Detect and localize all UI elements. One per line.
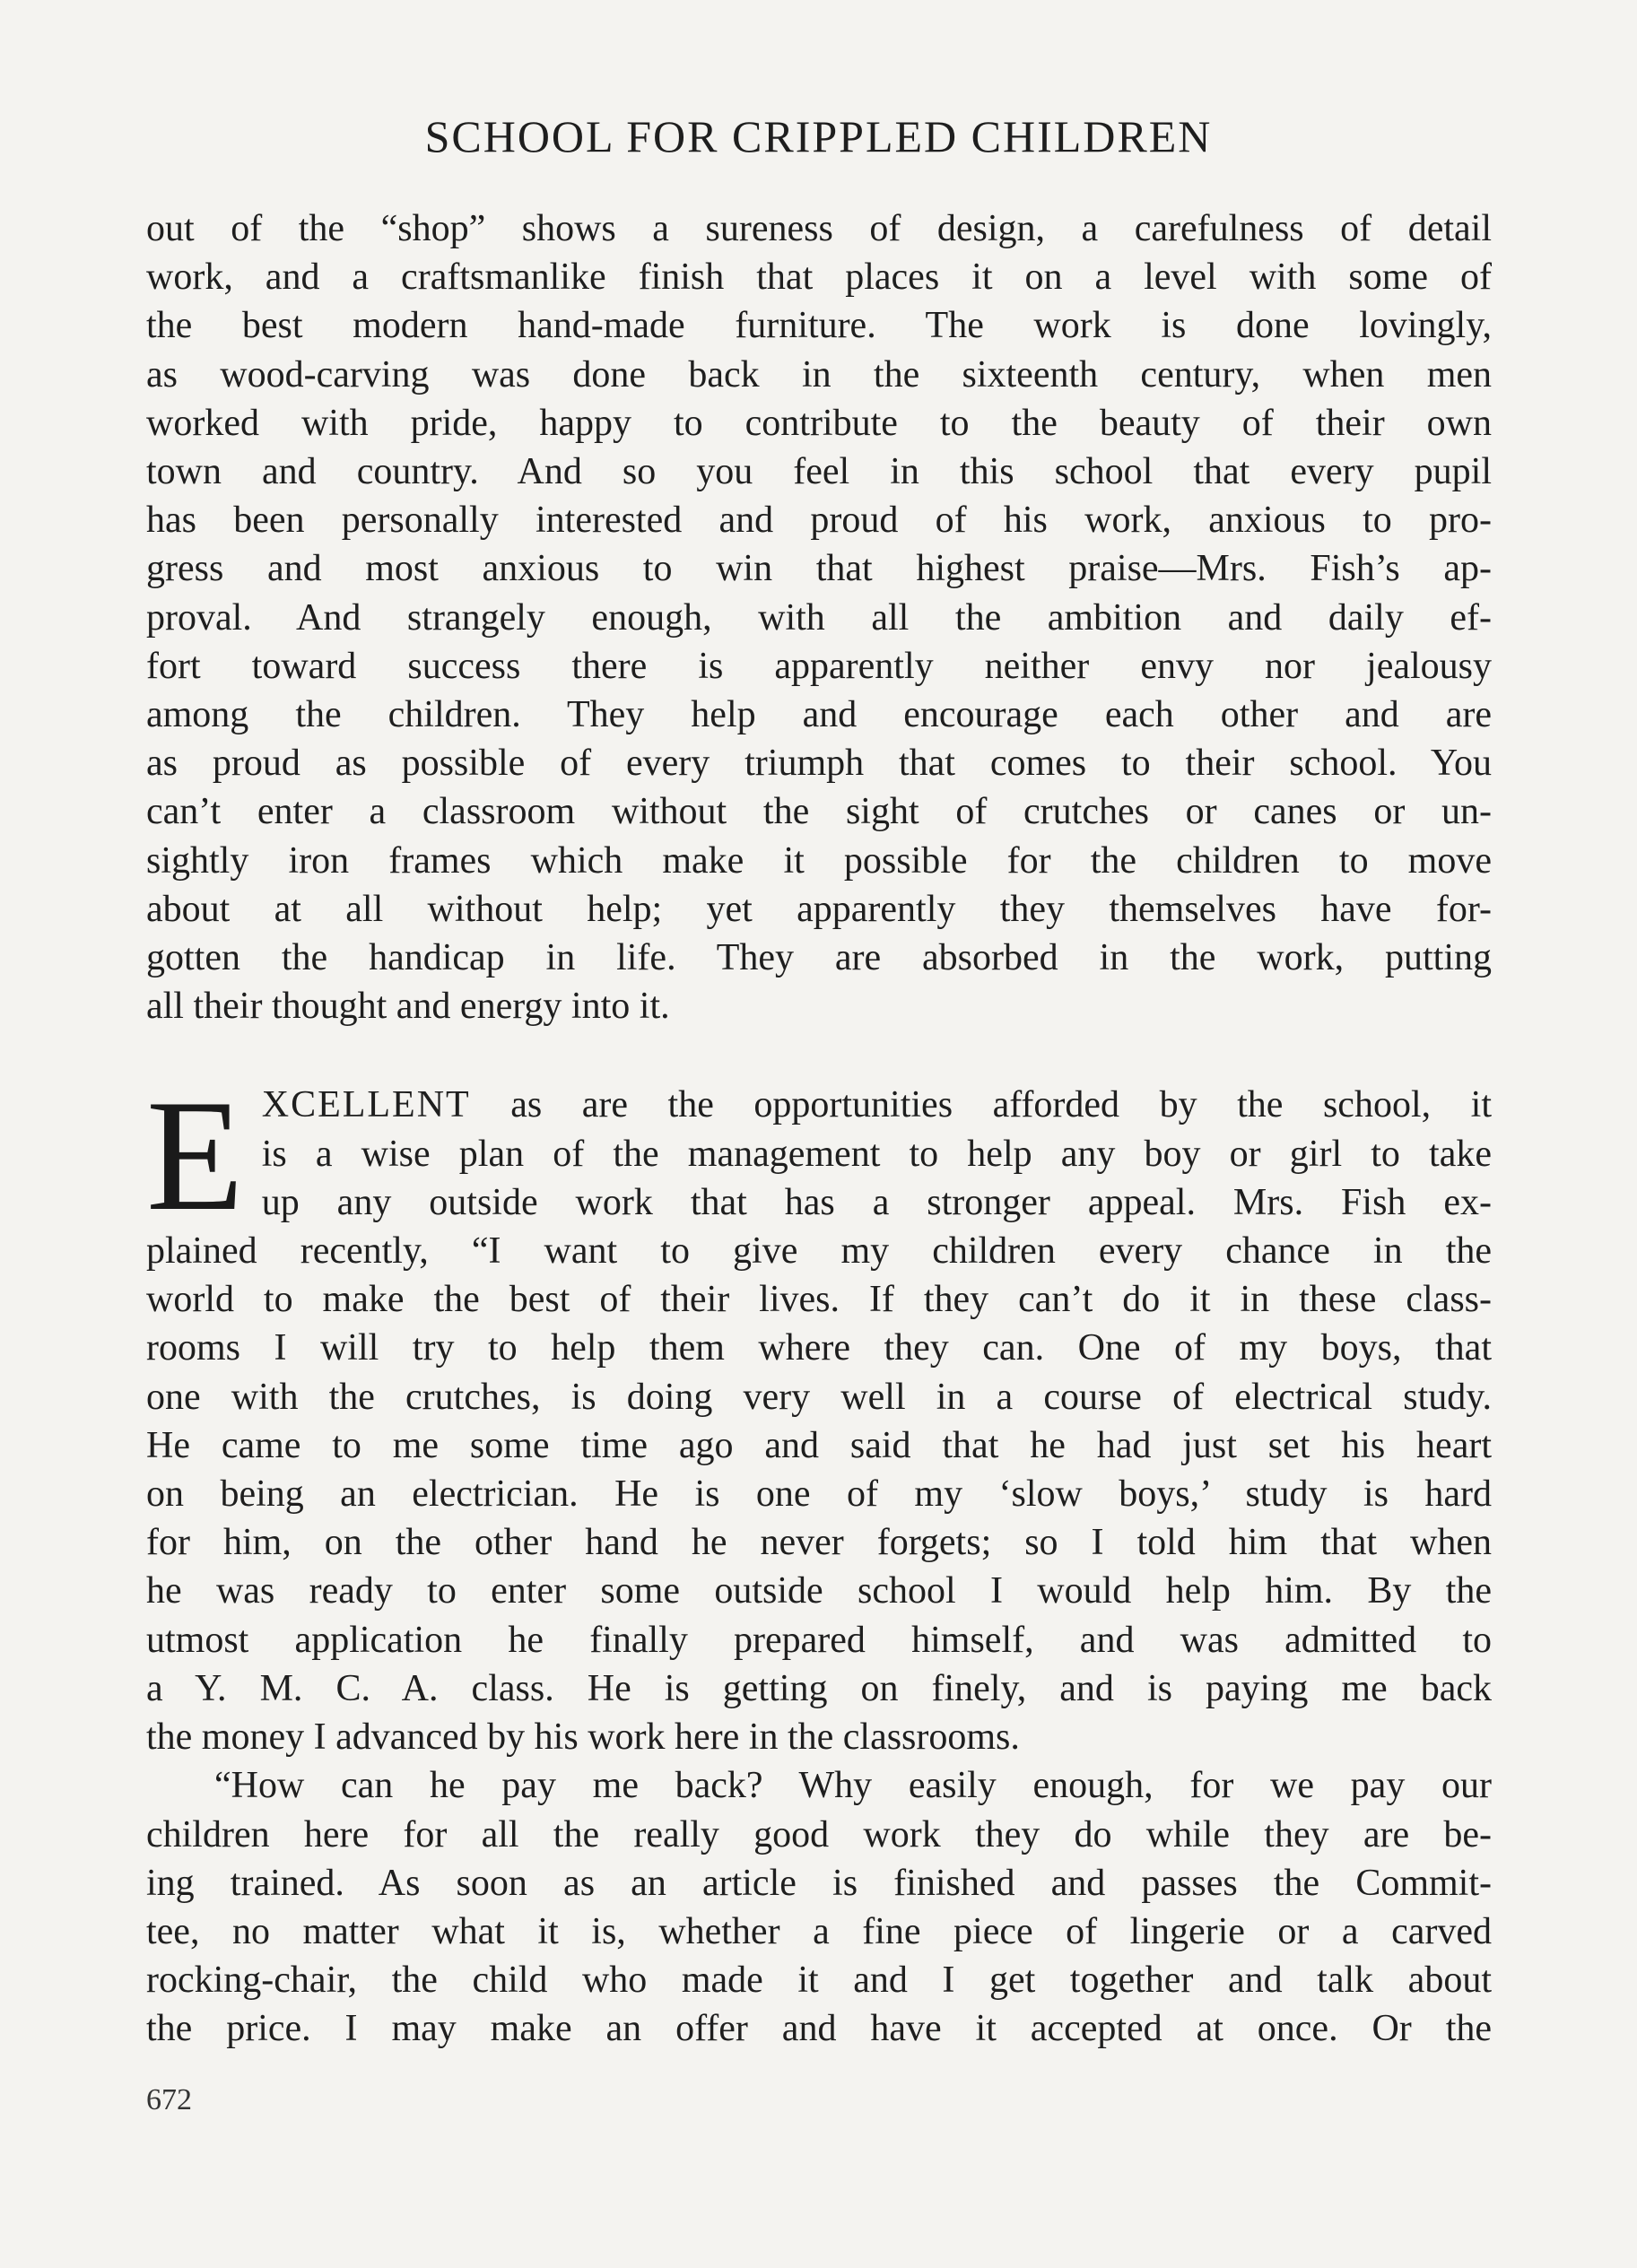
text-line: world to make the best of their lives. If they can’t do it in these class- [146, 1279, 1492, 1321]
text-line: he was ready to enter some outside school I would help him. By the [146, 1570, 1492, 1612]
text-line: “How can he pay me back? Why easily enough, for we pay our [214, 1765, 1492, 1807]
text-line: rooms I will try to help them where they can. One of my boys, that [146, 1327, 1492, 1369]
text-line: about at all without help; yet apparently they themselves have for- [146, 888, 1492, 930]
text-line: up any outside work that has a stronger appeal. Mrs. Fish ex- [261, 1181, 1492, 1223]
text-line: utmost application he finally prepared himself, and was admitted to [146, 1619, 1492, 1661]
section-gap [146, 1030, 1492, 1081]
text-line [146, 1081, 1492, 1129]
text-line: has been personally interested and proud of his work, anxious to pro- [146, 500, 1492, 542]
text-line: tee, no matter what it is, whether a fine piece of lingerie or a carved [146, 1910, 1492, 1952]
text-line: for him, on the other hand he never forgets; so I told him that when [146, 1522, 1492, 1564]
text-line: children here for all the really good work they do while they are be- [146, 1813, 1492, 1855]
text-line: as wood-carving was done back in the sixteenth century, when men [146, 353, 1492, 395]
text-line: work, and a craftsmanlike finish that places it on a level with some of [146, 256, 1492, 299]
text-line: one with the crutches, is doing very well in a course of electrical study. [146, 1376, 1492, 1418]
text-line: all their thought and energy into it. [146, 986, 670, 1028]
text-line: worked with pride, happy to contribute to the beauty of their own [146, 402, 1492, 444]
text-line: rocking-chair, the child who made it and I get together and talk about [146, 1960, 1492, 2002]
text-line: the price. I may make an offer and have it accepted at once. Or the [146, 2008, 1492, 2050]
text-line: among the children. They help and encourage each other and are [146, 694, 1492, 736]
text-line: gress and most anxious to win that highest praise—Mrs. Fish’s ap- [146, 548, 1492, 590]
paragraph [146, 204, 1492, 1030]
text-line: proval. And strangely enough, with all the ambition and daily ef- [146, 596, 1492, 639]
text-line: gotten the handicap in life. They are absorbed in the work, putting [146, 937, 1492, 979]
text-line: as proud as possible of every triumph that comes to their school. You [146, 743, 1492, 785]
text-line: can’t enter a classroom without the sight of crutches or canes or un- [146, 791, 1492, 833]
text-line: plained recently, “I want to give my children every chance in the [146, 1230, 1492, 1273]
paragraph [146, 1761, 1492, 2053]
text-line: He came to me some time ago and said that he had just set his heart [146, 1424, 1492, 1466]
text-line: the money I advanced by his work here in the classrooms. [146, 1716, 1020, 1759]
text-line: is a wise plan of the management to help any boy or girl to take [261, 1133, 1492, 1175]
text-line: ing trained. As soon as an article is finished and passes the Commit- [146, 1862, 1492, 1904]
lead-word: XCELLENT [261, 1084, 471, 1126]
drop-cap: E [146, 1066, 244, 1245]
text-line: town and country. And so you feel in this school that every pupil [146, 451, 1492, 493]
paragraph-dropcap [146, 1066, 1492, 1761]
page-number: 672 [146, 2083, 192, 2116]
article-body [146, 204, 1492, 2054]
text-line-rest: as are the opportunities afforded by the school, it [470, 1084, 1492, 1126]
text-line: fort toward success there is apparently neither envy nor jealousy [146, 645, 1492, 687]
running-title: SCHOOL FOR CRIPPLED CHILDREN [424, 111, 1213, 161]
text-line: a Y. M. C. A. class. He is getting on finely, and is paying me back [146, 1667, 1492, 1709]
text-line: sightly iron frames which make it possible for the children to move [146, 839, 1492, 882]
text-line: out of the “shop” shows a sureness of design, a carefulness of detail [146, 208, 1492, 249]
text-line: on being an electrician. He is one of my ‘slow boys,’ study is hard [146, 1473, 1492, 1516]
text-line: the best modern hand-made furniture. The work is done lovingly, [146, 305, 1492, 347]
